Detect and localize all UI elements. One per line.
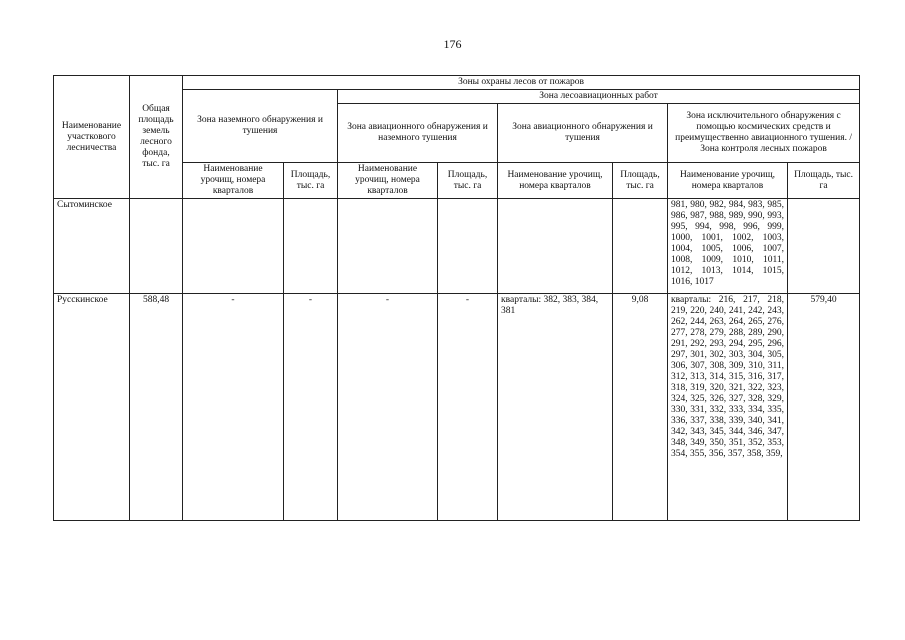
forestry-name-cell: Русскинское (54, 294, 130, 521)
header-aviation-names: Наименование урочищ, номера кварталов (498, 163, 613, 199)
header-fire-zones: Зоны охраны лесов от пожаров (183, 76, 860, 90)
avground-names-cell: - (338, 294, 438, 521)
aviation-area-cell: 9,08 (613, 294, 668, 521)
header-aviation-area: Площадь, тыс. га (613, 163, 668, 199)
fire-zones-table (53, 75, 860, 521)
table-row (54, 294, 860, 521)
aviation-area-cell (613, 199, 668, 294)
ground-area-cell (284, 199, 338, 294)
header-aviation-zone: Зона авиационного обнаружения и тушения (498, 104, 668, 163)
avground-area-cell: - (438, 294, 498, 521)
ground-names-cell (183, 199, 284, 294)
ground-names-cell: - (183, 294, 284, 521)
header-space-names: Наименование урочищ, номера кварталов (668, 163, 788, 199)
header-aviation-ground-zone: Зона авиационного обнаружения и наземного тушения (338, 104, 498, 163)
header-ground-zone: Зона наземного обнаружения и тушения (183, 90, 338, 163)
avground-names-cell (338, 199, 438, 294)
total-area-cell (130, 199, 183, 294)
aviation-names-cell: кварталы: 382, 383, 384, 381 (498, 294, 613, 521)
header-avground-area: Площадь, тыс. га (438, 163, 498, 199)
header-aviation-works-zone: Зона лесоавиационных работ (338, 90, 860, 104)
aviation-names-cell (498, 199, 613, 294)
space-names-cell: кварталы: 216, 217, 218, 219, 220, 240, 241, 242, 243, 262, 244, 263, 264, 265, 276, 277, 278, 279, 288, 289, 290, 291, 292, 293, 294, 295, 296, 297, 301, 302, 303, 304, 305, 306, 307, 308, 309, 310, 311, 312, 313, 314, 315, 316, 317, 318, 319, 320, 321, 322, 323, 324, 325, 326, 327, 328, 329, 330, 331, 332, 333, 334, 335, 336, 337, 338, 339, 340, 341, 342, 343, 345, 344, 346, 347, 348, 349, 350, 351, 352, 353, 354, 355, 356, 357, 358, 359, (668, 294, 788, 521)
ground-area-cell: - (284, 294, 338, 521)
total-area-cell: 588,48 (130, 294, 183, 521)
header-avground-names: Наименование урочищ, номера кварталов (338, 163, 438, 199)
forestry-name-cell: Сытоминское (54, 199, 130, 294)
avground-area-cell (438, 199, 498, 294)
header-ground-area: Площадь, тыс. га (284, 163, 338, 199)
header-forestry-name: Наименование участкового лесничества (54, 76, 130, 199)
header-total-area: Общая площадь земель лесного фонда, тыс. га (130, 76, 183, 199)
space-area-cell (788, 199, 860, 294)
header-ground-names: Наименование урочищ, номера кварталов (183, 163, 284, 199)
table-row (54, 199, 860, 294)
space-area-cell: 579,40 (788, 294, 860, 521)
space-names-cell: 981, 980, 982, 984, 983, 985, 986, 987, 988, 989, 990, 993, 995, 994, 998, 996, 999, 1000, 1001, 1002, 1003, 1004, 1005, 1006, 1007, 1008, 1009, 1010, 1011, 1012, 1013, 1014, 1015, 1016, 1017 (668, 199, 788, 294)
page-number: 176 (443, 37, 462, 51)
header-space-area: Площадь, тыс. га (788, 163, 860, 199)
header-space-zone: Зона исключительного обнаружения с помощью космических средств и преимущественно авиационного тушения. / Зона контроля лесных пожаров (668, 104, 860, 163)
